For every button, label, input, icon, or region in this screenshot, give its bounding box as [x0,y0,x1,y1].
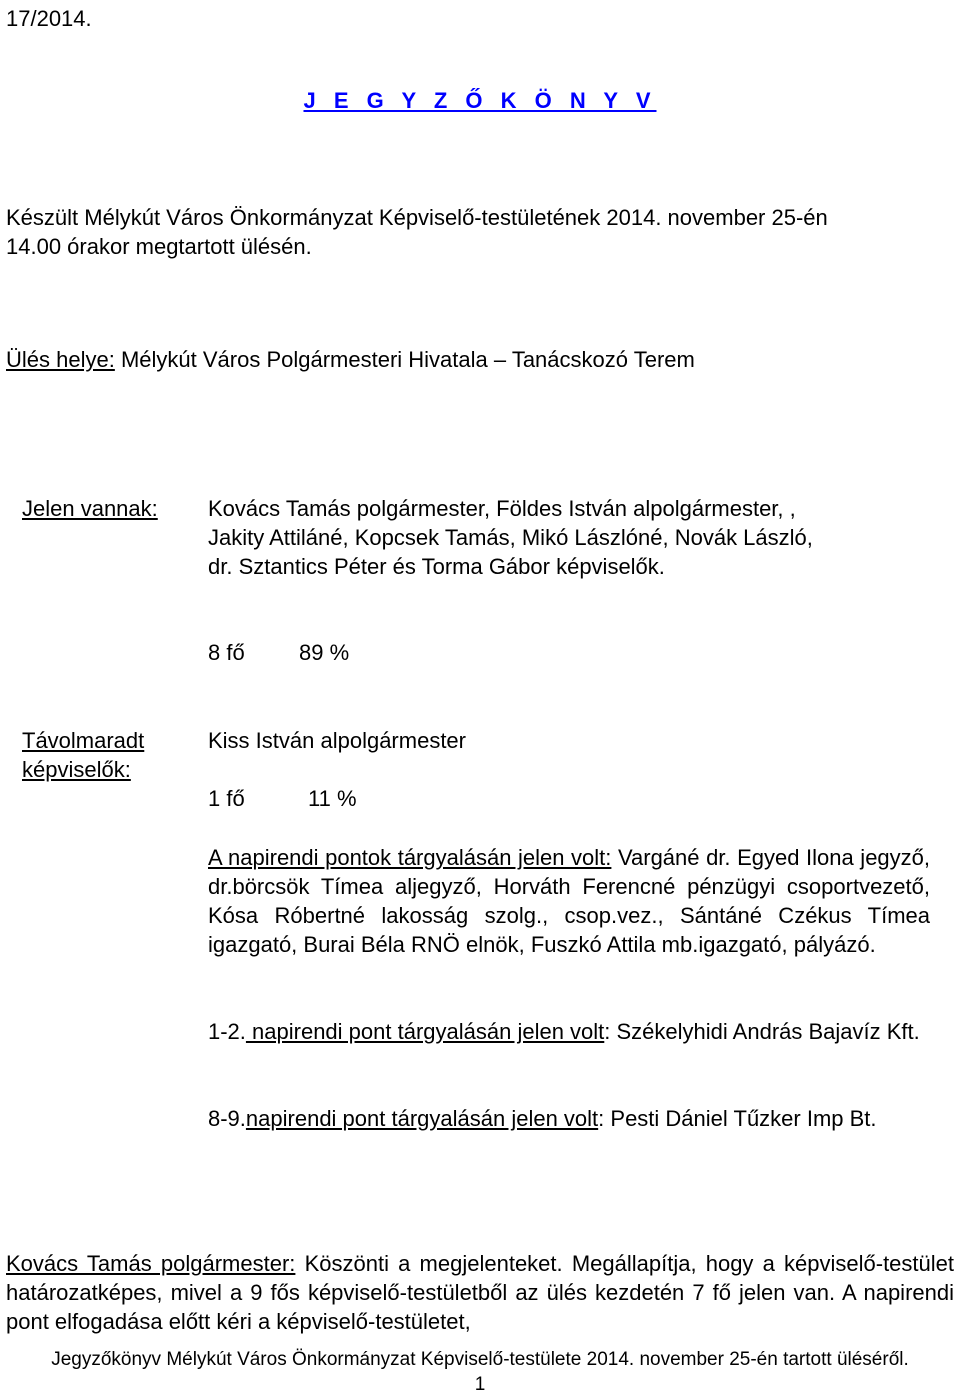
absent-names: Kiss István alpolgármester [208,728,466,753]
mayor-label: Kovács Tamás polgármester: [6,1251,296,1276]
absent-percent: 11 % [308,786,357,811]
present-line-2: Jakity Attiláné, Kopcsek Tamás, Mikó Lászlóné, Novák László, [208,525,813,550]
present-line-1: Kovács Tamás polgármester, Földes István alpolgármester, , [208,496,796,521]
item-8-9-label: napirendi pont tárgyalásán jelen volt [245,1106,599,1131]
attendees-paragraph [208,843,930,959]
present-label: Jelen vannak: [22,496,158,521]
item-1-2-prefix: 1-2. [208,1019,246,1044]
page-number: 1 [474,1374,486,1395]
venue-line [6,345,695,374]
document-title: J E G Y Z Ő K Ö N Y V [303,88,657,113]
item-1-2-label: napirendi pont tárgyalásán jelen volt [245,1019,605,1044]
item-8-9-prefix: 8-9. [208,1106,246,1131]
attendees-label: A napirendi pontok tárgyalásán jelen volt: [208,845,612,870]
page-footer: Jegyzőkönyv Mélykút Város Önkormányzat Képviselő-testülete 2014. november 25-én tartott üléséről. [51,1349,909,1370]
attendees-text: Vargáné dr. Egyed Ilona jegyző, dr.börcsök Tímea aljegyző, Horváth Ferencné pénzügyi csoportvezető, Kósa Róbertné lakosság szolg., csop.vez., Sántáné Czékus Tímea igazgató, Burai Béla RNÖ elnök, Fuszkó Attila mb.igazgató, pályázó. [208,845,931,957]
absent-count: 1 fő [208,786,245,811]
mayor-text: Köszönti a megjelenteket. Megállapítja, hogy a képviselő-testület határozatképes, mivel a 9 fős képviselő-testületből az ülés kezdetén 7 fő jelen van. A napirendi pont elfogadása előtt kéri a képviselő-testületet, [6,1251,954,1334]
intro-line-1: Készült Mélykút Város Önkormányzat Képviselő-testületének 2014. november 25-én [6,205,828,230]
absent-label-line-2: képviselők: [22,757,131,782]
venue-label: Ülés helye: [6,347,115,372]
mayor-paragraph [6,1249,954,1336]
item-8-9-text: : Pesti Dániel Tűzker Imp Bt. [598,1106,877,1131]
item-1-2-paragraph [208,1017,930,1046]
intro-line-2: 14.00 órakor megtartott ülésén. [6,234,312,259]
present-count: 8 fő [208,640,245,665]
present-line-3: dr. Sztantics Péter és Torma Gábor képviselők. [208,554,665,579]
document-number: 17/2014. [6,6,92,31]
absent-label-line-1: Távolmaradt [22,728,145,753]
item-1-2-text: : Székelyhidi András Bajavíz Kft. [604,1019,920,1044]
present-percent: 89 % [299,640,350,665]
venue-text: Mélykút Város Polgármesteri Hivatala – Tanácskozó Terem [114,347,695,372]
item-8-9-paragraph [208,1104,930,1133]
